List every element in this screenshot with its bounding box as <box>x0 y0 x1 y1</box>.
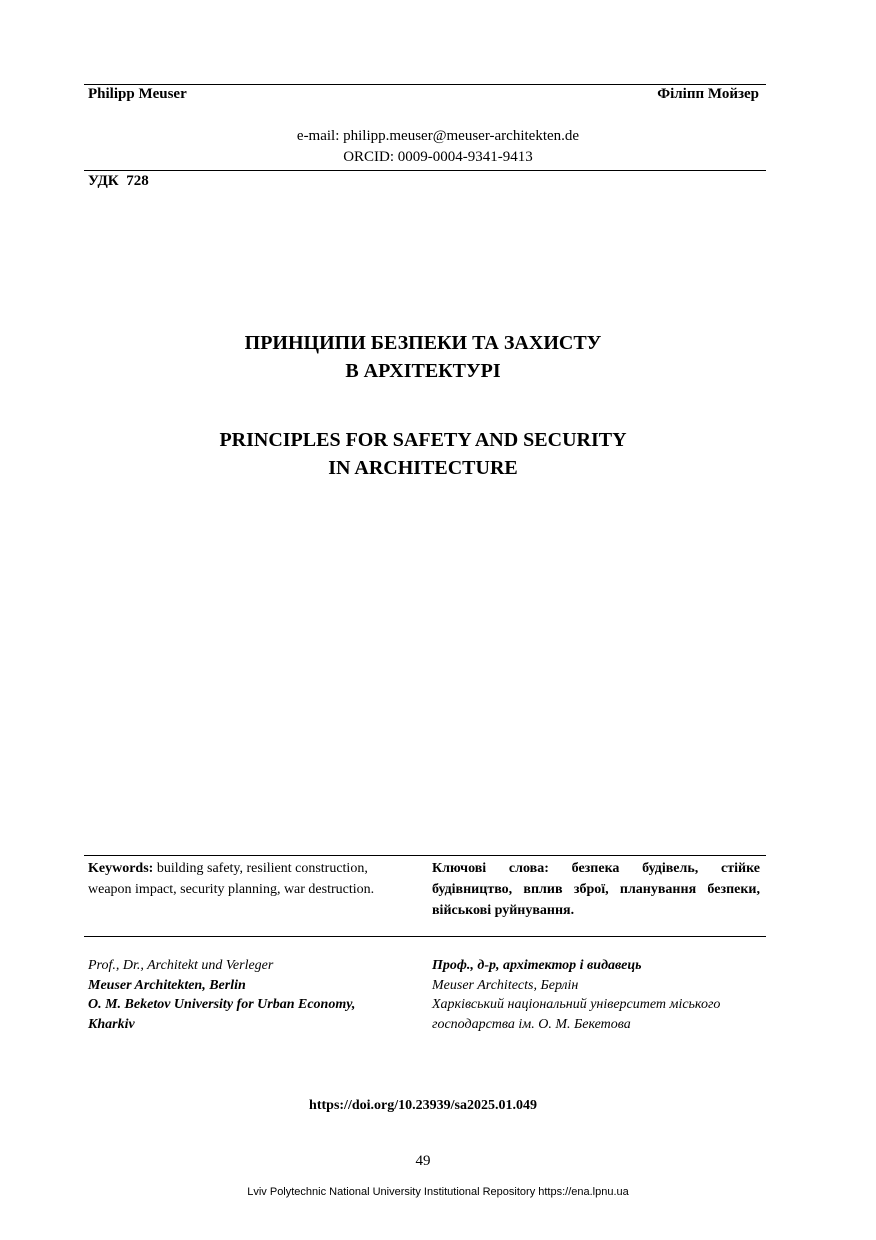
keywords-top-rule <box>84 855 766 856</box>
repository-note: Lviv Polytechnic National University Institutional Repository https://ena.lpnu.ua <box>247 1186 629 1198</box>
affiliation-uk <box>432 956 720 1034</box>
affiliation-en-city: Kharkiv <box>88 1016 135 1032</box>
keywords-uk-text: безпека будівель, стійке будівництво, вплив зброї, планування безпеки, військові руйнування. <box>432 861 760 918</box>
keywords-en-label: Keywords: <box>88 861 154 876</box>
affiliation-en <box>88 956 355 1034</box>
affiliation-en-university: O. M. Beketov University for Urban Economy, <box>88 997 356 1012</box>
title-uk <box>0 329 846 385</box>
header-bottom-rule <box>84 170 766 171</box>
affiliation-en-office: Meuser Architekten, Berlin <box>88 977 246 993</box>
author-email: e-mail: philipp.meuser@meuser-architekten.de <box>296 128 580 144</box>
affiliation-en-position: Prof., Dr., Architekt und Verleger <box>88 958 274 973</box>
udc-code: УДК 728 <box>88 173 149 189</box>
keywords-uk-label: Ключові слова: <box>432 861 549 876</box>
author-name-uk: Філіпп Мойзер <box>657 86 759 102</box>
title-uk-line1: ПРИНЦИПИ БЕЗПЕКИ ТА ЗАХИСТУ <box>244 332 602 354</box>
affiliation-uk-university: Харківський національний університет міського <box>432 997 721 1012</box>
keywords-uk <box>432 858 760 921</box>
affiliation-uk-university-cont: господарства ім. О. М. Бекетова <box>432 1016 631 1032</box>
title-en <box>0 426 846 482</box>
keywords-en <box>88 858 398 900</box>
header-top-rule <box>84 84 766 85</box>
page-number: 49 <box>415 1153 431 1169</box>
affiliation-uk-position: Проф., д-р, архітектор і видавець <box>432 958 642 973</box>
keywords-bottom-rule <box>84 936 766 937</box>
title-en-line1: PRINCIPLES FOR SAFETY AND SECURITY <box>219 429 627 451</box>
author-orcid: ORCID: 0009-0004-9341-9413 <box>343 149 533 165</box>
keywords-en-text: building safety, resilient construction, weapon impact, security planning, war destruction. <box>88 861 375 897</box>
doi-link[interactable]: https://doi.org/10.23939/sa2025.01.049 <box>309 1098 537 1113</box>
title-uk-line2: В АРХІТЕКТУРІ <box>345 360 501 382</box>
title-en-line2: IN ARCHITECTURE <box>328 457 518 479</box>
affiliation-uk-office: Meuser Architects, Берлін <box>432 977 579 993</box>
author-name-en: Philipp Meuser <box>88 86 187 102</box>
